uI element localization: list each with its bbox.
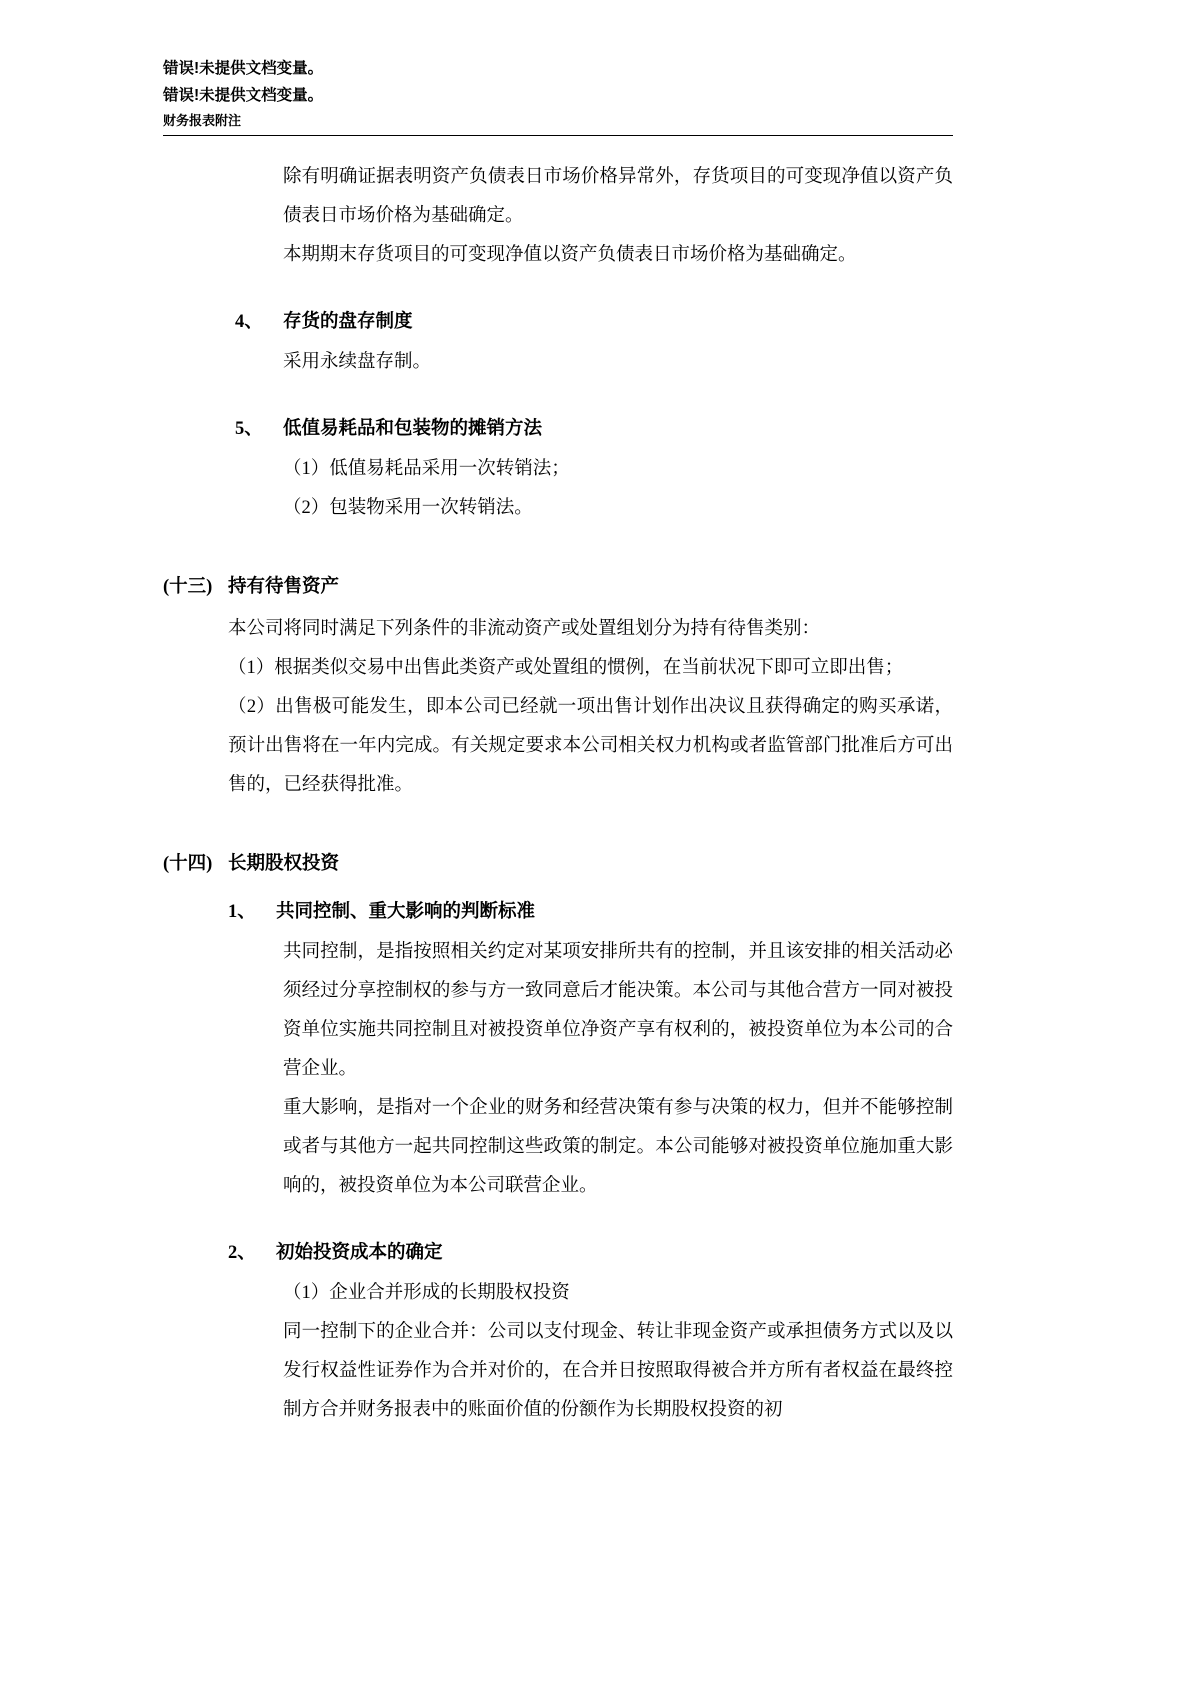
paragraph-section-13-2: （1）根据类似交易中出售此类资产或处置组的惯例，在当前状况下即可立即出售；: [228, 658, 904, 678]
heading-item-4-title: 存货的盘存制度: [283, 312, 413, 332]
header-divider: [163, 135, 953, 136]
heading-section-13: [163, 570, 953, 604]
heading-section-13-number: (十三): [163, 577, 213, 597]
header-line-3: 财务报表附注: [163, 113, 242, 128]
paragraph-14-1-significant-influence: 重大影响，是指对一个企业的财务和经营决策有参与决策的权力，但并不能够控制或者与其他方一起共同控制这些政策的制定。本公司能够对被投资单位施加重大影响的，被投资单位为本公司联营企业。: [283, 1098, 953, 1196]
heading-item-5-title: 低值易耗品和包装物的摊销方法: [283, 419, 543, 439]
paragraph-14-1-joint-control: 共同控制，是指按照相关约定对某项安排所共有的控制，并且该安排的相关活动必须经过分享控制权的参与方一致同意后才能决策。本公司与其他合营方一同对被投资单位实施共同控制且对被投资单位净资产享有权利的，被投资单位为本公司的合营企业。: [283, 942, 953, 1079]
paragraph-inventory-net-value-1: 除有明确证据表明资产负债表日市场价格异常外，存货项目的可变现净值以资产负债表日市场价格为基础确定。: [283, 167, 953, 226]
heading-section-14-item-1-title: 共同控制、重大影响的判断标准: [276, 902, 536, 922]
header-line-1: 错误!未提供文档变量。: [163, 60, 324, 77]
heading-section-13-title: 持有待售资产: [228, 577, 340, 597]
list-item-5-1: （1）低值易耗品采用一次转销法；: [283, 459, 570, 479]
heading-section-14-item-1: [163, 895, 953, 929]
paragraph-14-2-business-combination: 同一控制下的企业合并：公司以支付现金、转让非现金资产或承担债务方式以及以发行权益性证券作为合并对价的，在合并日按照取得被合并方所有者权益在最终控制方合并财务报表中的账面价值的份额作为长期股权投资的初: [283, 1322, 953, 1420]
paragraph-item-4: 采用永续盘存制。: [283, 352, 432, 372]
heading-section-14-title: 长期股权投资: [228, 854, 340, 874]
heading-section-14-item-2-number: 2、: [228, 1243, 256, 1263]
heading-item-5: [163, 412, 953, 446]
page-content: [163, 55, 953, 1430]
paragraph-section-13-3: （2）出售极可能发生，即本公司已经就一项出售计划作出决议且获得确定的购买承诺，预计出售将在一年内完成。有关规定要求本公司相关权力机构或者监管部门批准后方可出售的，已经获得批准。: [228, 697, 953, 795]
header-line-2: 错误!未提供文档变量。: [163, 87, 324, 104]
heading-item-4: [163, 305, 953, 339]
heading-item-4-number: 4、: [235, 312, 263, 332]
heading-section-14-item-2-title: 初始投资成本的确定: [276, 1243, 443, 1263]
heading-section-14: [163, 847, 953, 881]
heading-section-14-item-2: [163, 1236, 953, 1270]
heading-section-14-number: (十四): [163, 854, 213, 874]
heading-section-14-item-1-number: 1、: [228, 902, 256, 922]
paragraph-inventory-net-value-2: 本期期末存货项目的可变现净值以资产负债表日市场价格为基础确定。: [283, 245, 857, 265]
document-header: [163, 55, 953, 135]
list-item-14-2-1: （1）企业合并形成的长期股权投资: [283, 1283, 570, 1303]
paragraph-section-13-1: 本公司将同时满足下列条件的非流动资产或处置组划分为持有待售类别：: [228, 619, 821, 639]
list-item-5-2: （2）包装物采用一次转销法。: [283, 498, 533, 518]
heading-item-5-number: 5、: [235, 419, 263, 439]
